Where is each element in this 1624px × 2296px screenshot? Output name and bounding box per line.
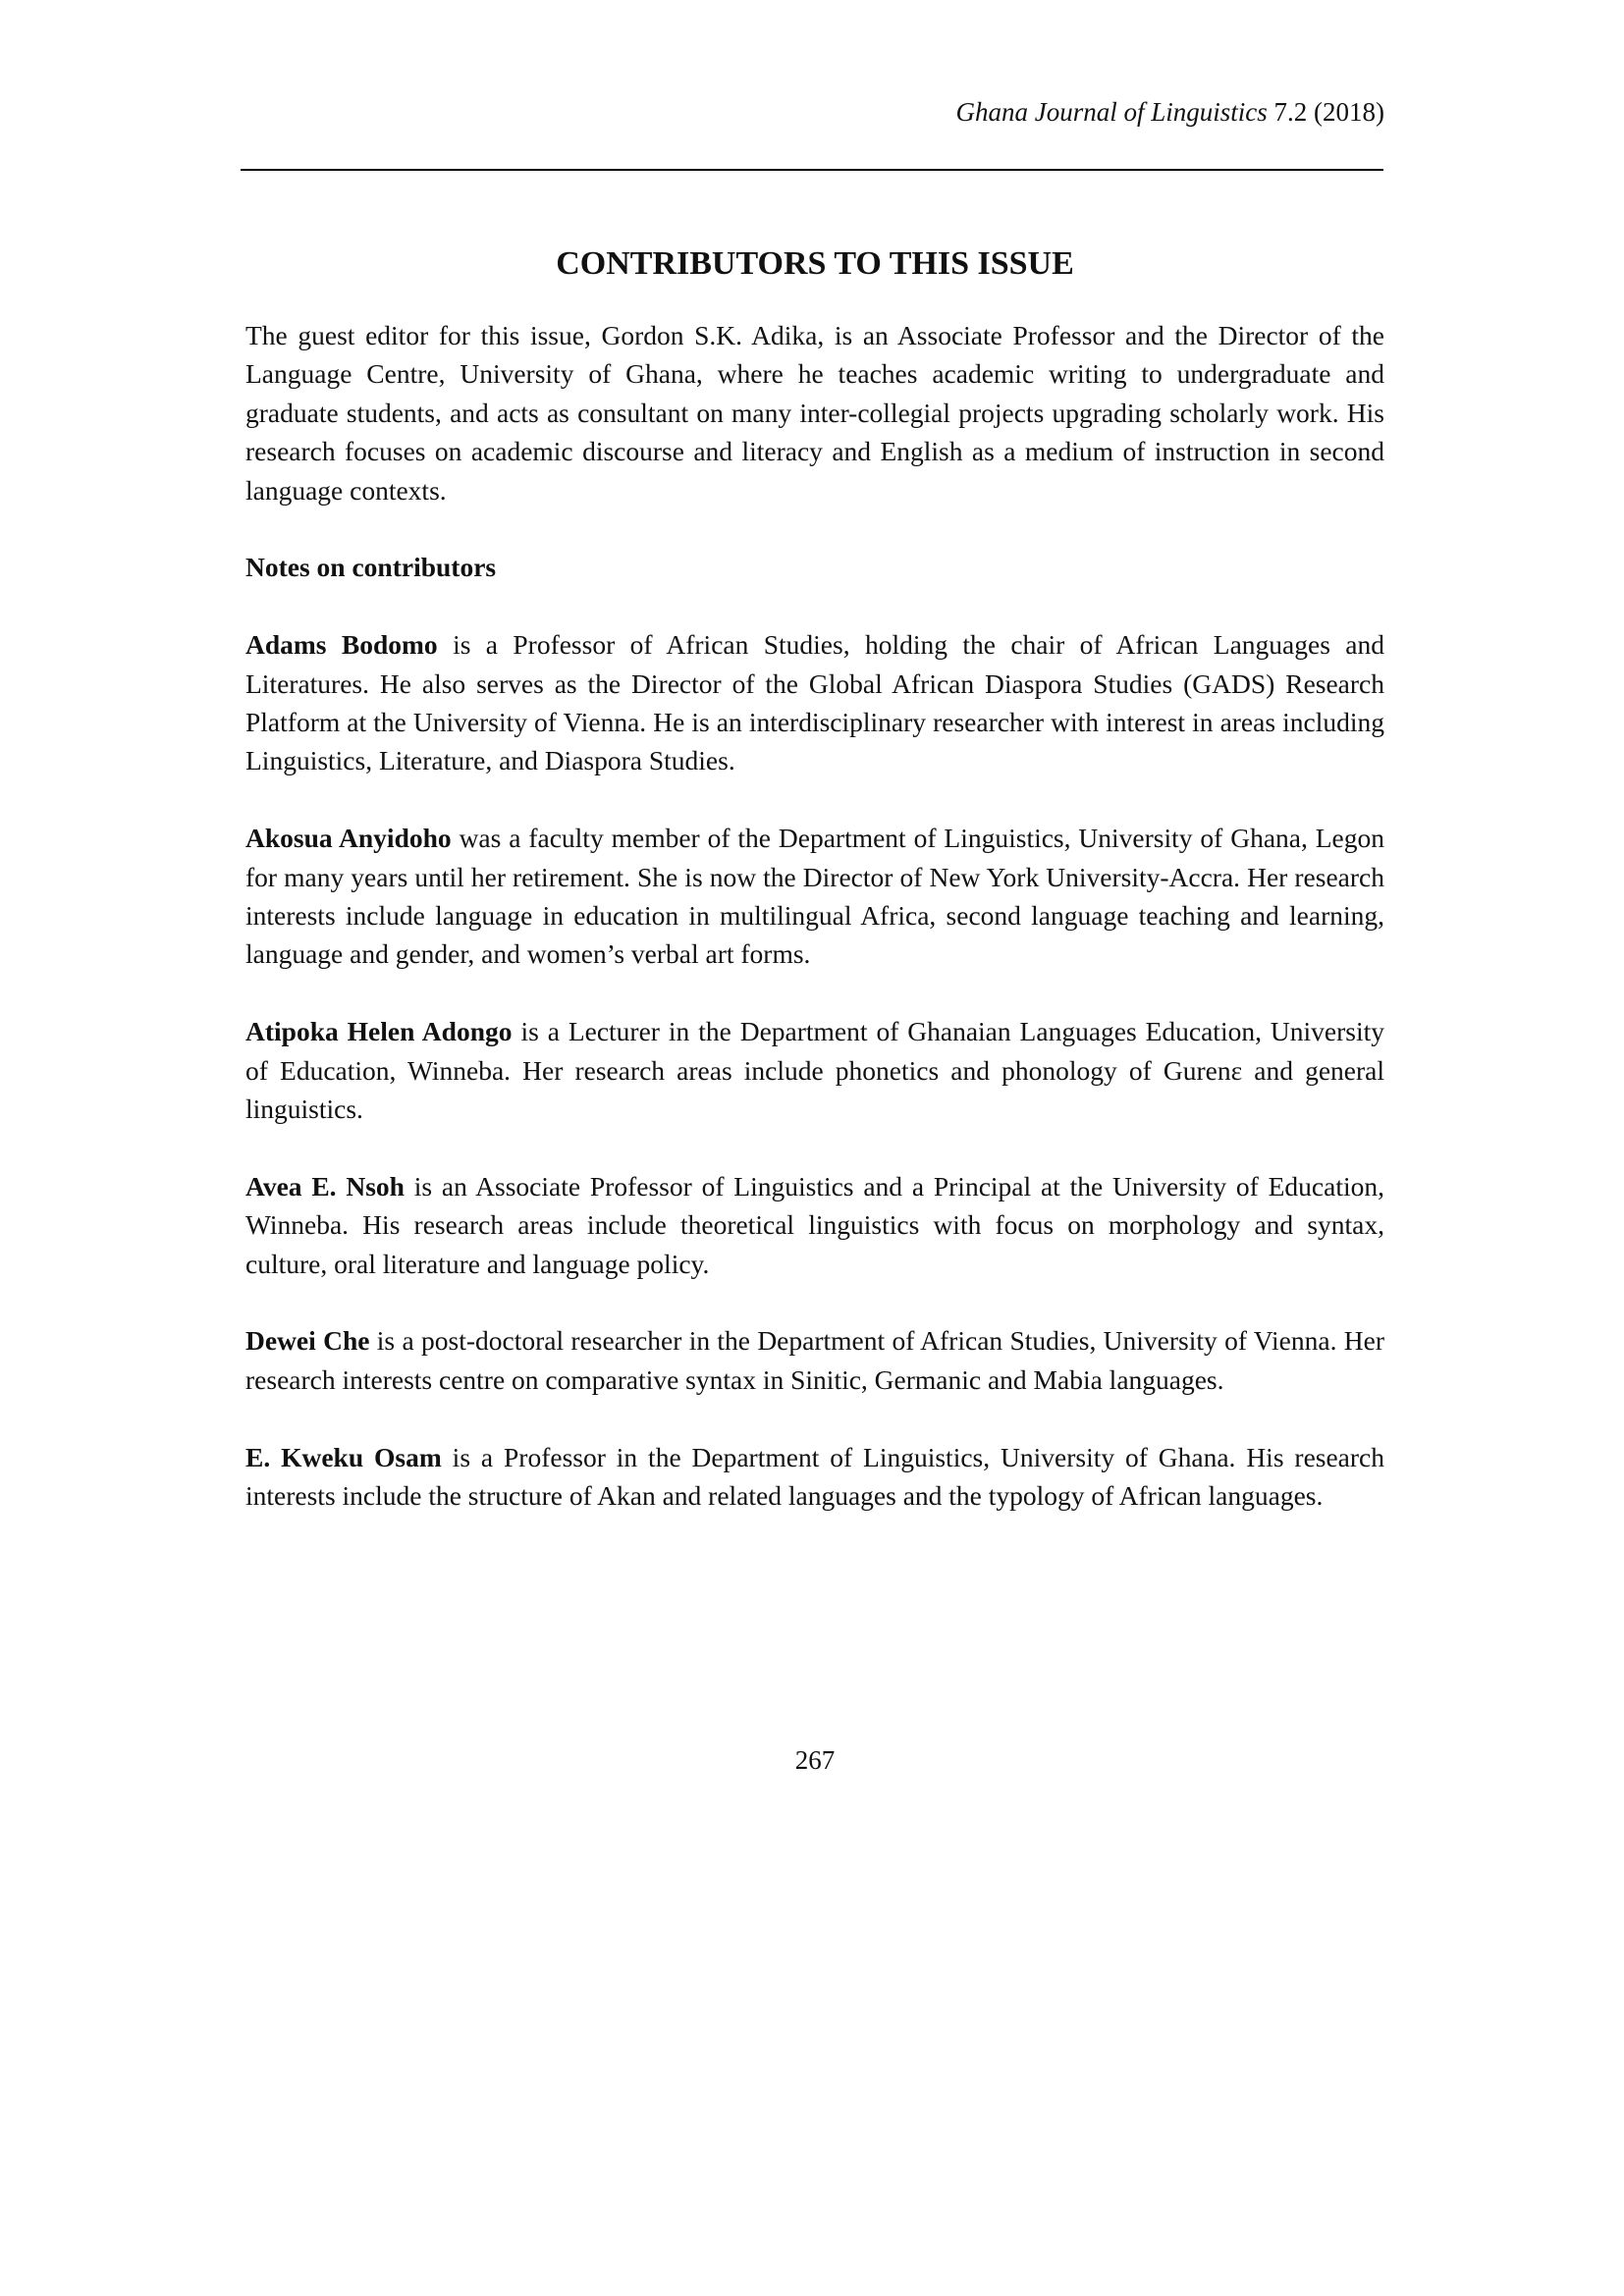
contributor-name: Avea E. Nsoh [245,1170,405,1201]
contributor-entry [245,819,1384,974]
page-number: 267 [794,1745,836,1775]
running-head [245,94,1384,130]
contributor-bio: is a Professor in the Department of Linguistics, University of Ghana. His research interests include the structure of Akan and related languages and the typology of African languages. [245,1441,1384,1512]
contributor-bio: is a Professor of African Studies, holding the chair of African Languages and Literatures. He also serves as the Director of the Global African Diaspora Studies (GADS) Research Platform at the University of Vienna. He is an interdisciplinary researcher with interest in areas including Linguistics, Literature, and Diaspora Studies. [245,629,1384,776]
contributor-entry [245,625,1384,780]
page-title: CONTRIBUTORS TO THIS ISSUE [556,245,1074,282]
contributor-name: Atipoka Helen Adongo [245,1016,513,1047]
contributor-bio: is a Lecturer in the Department of Ghanaian Languages Education, University of Education, Winneba. Her research areas include phonetics and phonology of Gurenɛ and general linguistics. [245,1016,1384,1125]
contributor-name: E. Kweku Osam [245,1441,442,1472]
contributor-entry [245,1012,1384,1128]
guest-editor-paragraph: The guest editor for this issue, Gordon S.K. Adika, is an Associate Professor and the Director of the Language Centre, University of Ghana, where he teaches academic writing to undergraduate and graduate students, and acts as consultant on many inter-collegial projects upgrading scholarly work. His research focuses on academic discourse and literacy and English as a medium of instruction in second language contexts. [245,320,1384,506]
contributor-name: Akosua Anyidoho [245,823,452,854]
contributor-bio: is a post-doctoral researcher in the Department of African Studies, University of Vienna. Her research interests centre on comparative syntax in Sinitic, Germanic and Mabia languages. [245,1325,1384,1395]
journal-issue: 7.2 (2018) [1267,97,1384,127]
contributor-bio: was a faculty member of the Department of Linguistics, University of Ghana, Legon for many years until her retirement. She is now the Director of New York University-Accra. Her research interests include language in education in multilingual Africa, second language teaching and learning, language and gender, and women’s verbal art forms. [245,823,1385,970]
contributor-name: Adams Bodomo [245,629,438,661]
journal-name: Ghana Journal of Linguistics [955,97,1268,127]
header-rule [241,169,1383,171]
contributor-entry [245,1167,1384,1283]
notes-heading: Notes on contributors [245,552,497,583]
document-body [245,316,1384,1554]
contributor-entry [245,1321,1384,1399]
contributor-name: Dewei Che [245,1325,370,1357]
contributor-entry [245,1438,1384,1516]
contributor-bio: is an Associate Professor of Linguistics and a Principal at the University of Education, Winneba. His research areas include theoretical linguistics with focus on morphology and syntax, culture, oral literature and language policy. [245,1170,1384,1279]
